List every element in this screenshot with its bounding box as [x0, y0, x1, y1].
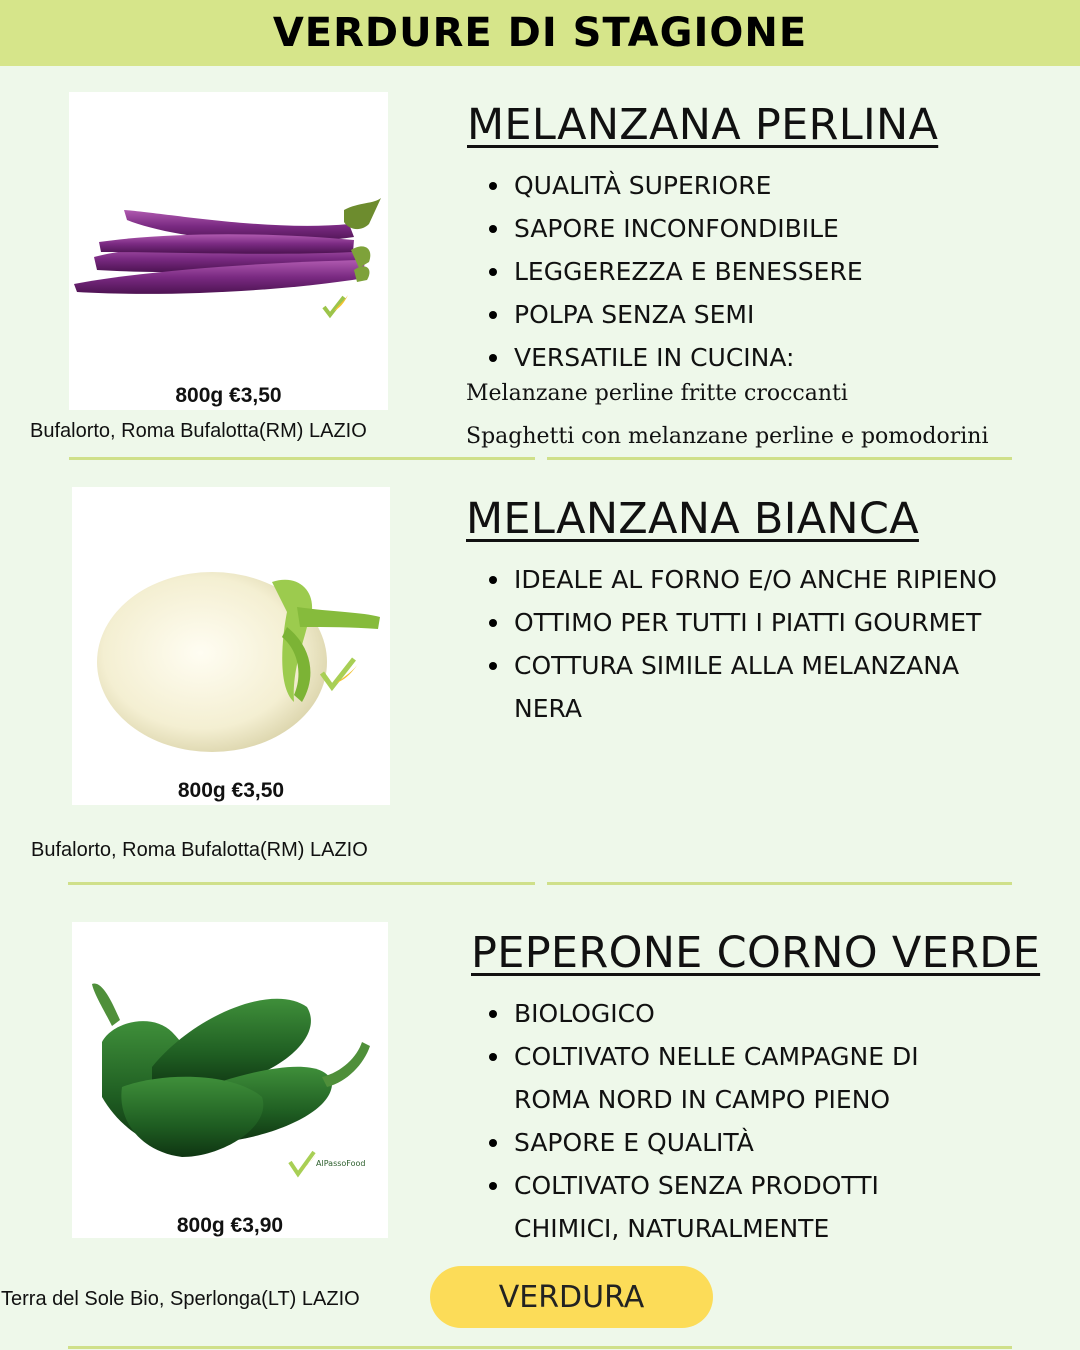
eggplant-perlina-illustration — [69, 92, 388, 410]
section-divider — [69, 457, 535, 460]
feature-item: SAPORE INCONFONDIBILE — [514, 207, 863, 250]
product-image-peperone — [72, 922, 388, 1238]
page-header — [0, 0, 1080, 66]
feature-item-continuation: CHIMICI, NATURALMENTE — [514, 1214, 830, 1243]
feature-item: BIOLOGICO — [514, 992, 919, 1035]
product-title: PEPERONE CORNO VERDE — [471, 928, 1041, 978]
product-image-eggplant-perlina — [69, 92, 388, 410]
product-features — [514, 164, 863, 379]
product-price: 800g €3,90 — [176, 1214, 284, 1237]
recipe-item: Spaghetti con melanzane perline e pomodorini — [466, 424, 989, 449]
product-price: 800g €3,50 — [177, 779, 285, 802]
section-divider — [547, 457, 1012, 460]
product-title: MELANZANA BIANCA — [466, 494, 919, 544]
watermark-text: AlPassoFood — [316, 1159, 366, 1168]
feature-item: LEGGEREZZA E BENESSERE — [514, 250, 863, 293]
feature-item: IDEALE AL FORNO E/O ANCHE RIPIENO — [514, 558, 997, 601]
product-features — [514, 558, 997, 730]
section-divider — [547, 882, 1012, 885]
feature-item: OTTIMO PER TUTTI I PIATTI GOURMET — [514, 601, 997, 644]
feature-item: COLTIVATO NELLE CAMPAGNE DI — [514, 1035, 919, 1078]
product-origin: Bufalorto, Roma Bufalotta(RM) LAZIO — [30, 420, 367, 442]
feature-item: COTTURA SIMILE ALLA MELANZANA — [514, 644, 997, 687]
feature-item: POLPA SENZA SEMI — [514, 293, 863, 336]
feature-item-continuation: NERA — [514, 694, 582, 723]
product-features — [514, 992, 919, 1250]
eggplant-bianca-illustration — [72, 487, 390, 805]
section-divider — [68, 1346, 1012, 1349]
product-price: 800g €3,50 — [175, 384, 282, 407]
section-divider — [68, 882, 535, 885]
recipe-item: Melanzane perline fritte croccanti — [466, 381, 848, 406]
category-button[interactable]: VERDURA — [430, 1266, 713, 1328]
feature-item: VERSATILE IN CUCINA: — [514, 336, 863, 379]
product-image-eggplant-bianca — [72, 487, 390, 805]
green-pepper-illustration — [72, 922, 388, 1238]
page-title: VERDURE DI STAGIONE — [272, 10, 808, 56]
product-title: MELANZANA PERLINA — [467, 100, 939, 150]
feature-item: COLTIVATO SENZA PRODOTTI — [514, 1164, 919, 1207]
product-origin: Bufalorto, Roma Bufalotta(RM) LAZIO — [31, 839, 368, 861]
feature-item-continuation: ROMA NORD IN CAMPO PIENO — [514, 1085, 891, 1114]
feature-item: QUALITÀ SUPERIORE — [514, 164, 863, 207]
feature-item: SAPORE E QUALITÀ — [514, 1121, 919, 1164]
product-origin: Terra del Sole Bio, Sperlonga(LT) LAZIO — [1, 1288, 360, 1310]
